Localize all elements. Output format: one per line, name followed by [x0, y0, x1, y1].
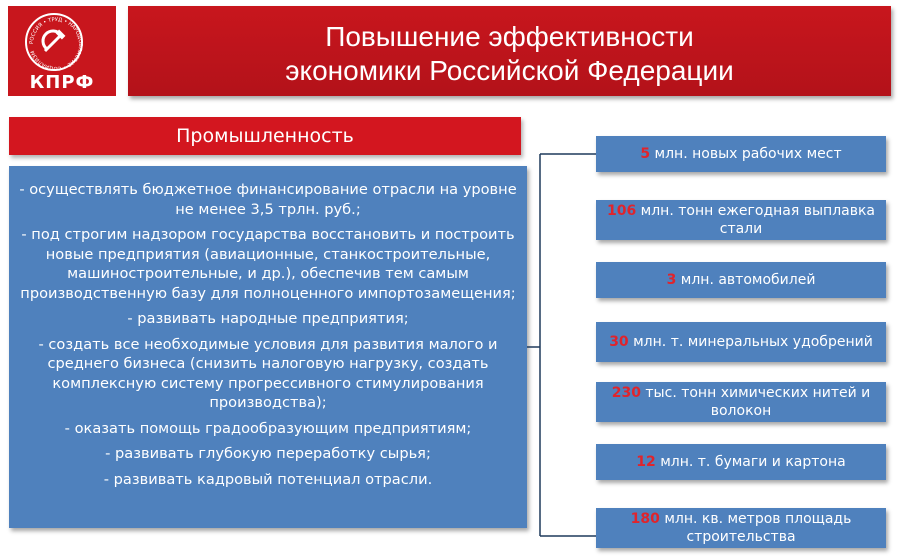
list-item: - осуществлять бюджетное финансирование отрасли на уровне не менее 3,5 трлн. руб.; — [19, 181, 517, 218]
stat-text: тыс. тонн химических нитей и волокон — [645, 385, 871, 419]
stat-line — [667, 271, 816, 289]
stat-text: млн. автомобилей — [680, 272, 816, 288]
ring-text-path: РОССИЯ • ТРУД • НАРОДОВЛАСТИЕ • СОЦИАЛИЗМ — [28, 16, 84, 72]
stat-text: млн. т. минеральных удобрений — [633, 334, 873, 350]
stat-text: млн. т. бумаги и картона — [660, 454, 846, 470]
stat-number: 30 — [609, 334, 629, 350]
stat-number: 5 — [640, 146, 651, 162]
hammer-sickle-icon — [39, 27, 69, 57]
stat-line — [609, 333, 873, 351]
list-item: - оказать помощь градообразующим предприятиям; — [64, 419, 472, 437]
stat-line — [596, 202, 886, 238]
stat-box — [596, 322, 886, 362]
stat-number: 106 — [606, 203, 637, 219]
list-item: - развивать кадровый потенциал отрасли. — [103, 470, 433, 488]
stat-line — [596, 510, 886, 546]
stat-box — [596, 508, 886, 548]
stat-number: 3 — [666, 272, 677, 288]
stat-line — [596, 384, 886, 420]
section-title: Промышленность — [9, 117, 521, 155]
stat-number: 230 — [611, 385, 641, 401]
logo-text: КПРФ — [29, 72, 95, 93]
title-line-1: Повышение эффективности — [325, 21, 694, 52]
measures-box — [9, 166, 527, 528]
stat-box — [596, 136, 886, 172]
emblem-circle — [25, 13, 83, 71]
stat-line — [636, 453, 845, 471]
list-item: - развивать глубокую переработку сырья; — [105, 445, 431, 462]
measures-list — [9, 166, 527, 489]
list-item: - создать все необходимые условия для развития малого и среднего бизнеса (снизить налоговую нагрузку, создать комплексную систему прогрессивного стимулирования производства); — [38, 335, 498, 411]
stat-number: 180 — [630, 511, 660, 527]
header-banner — [128, 6, 891, 96]
kprf-logo — [8, 6, 116, 96]
stat-text: млн. новых рабочих мест — [654, 146, 842, 162]
stat-box — [596, 444, 886, 480]
stat-line — [640, 145, 841, 163]
stat-box — [596, 262, 886, 298]
page-title — [128, 20, 891, 88]
stat-box — [596, 200, 886, 240]
list-item: - под строгим надзором государства восстановить и построить новые предприятия (авиационные, станкостроительные, машиностроительные, и др.), обеспечив тем самым производственную базу для полноценного импортозамещения; — [20, 226, 516, 302]
stat-number: 12 — [636, 454, 656, 470]
stat-box — [596, 382, 886, 422]
stat-text: млн. кв. метров площадь строительства — [664, 511, 852, 545]
list-item: - развивать народные предприятия; — [127, 310, 409, 327]
stat-text: млн. тонн ежегодная выплавка стали — [640, 203, 876, 237]
title-line-2: экономики Российской Федерации — [285, 55, 734, 86]
